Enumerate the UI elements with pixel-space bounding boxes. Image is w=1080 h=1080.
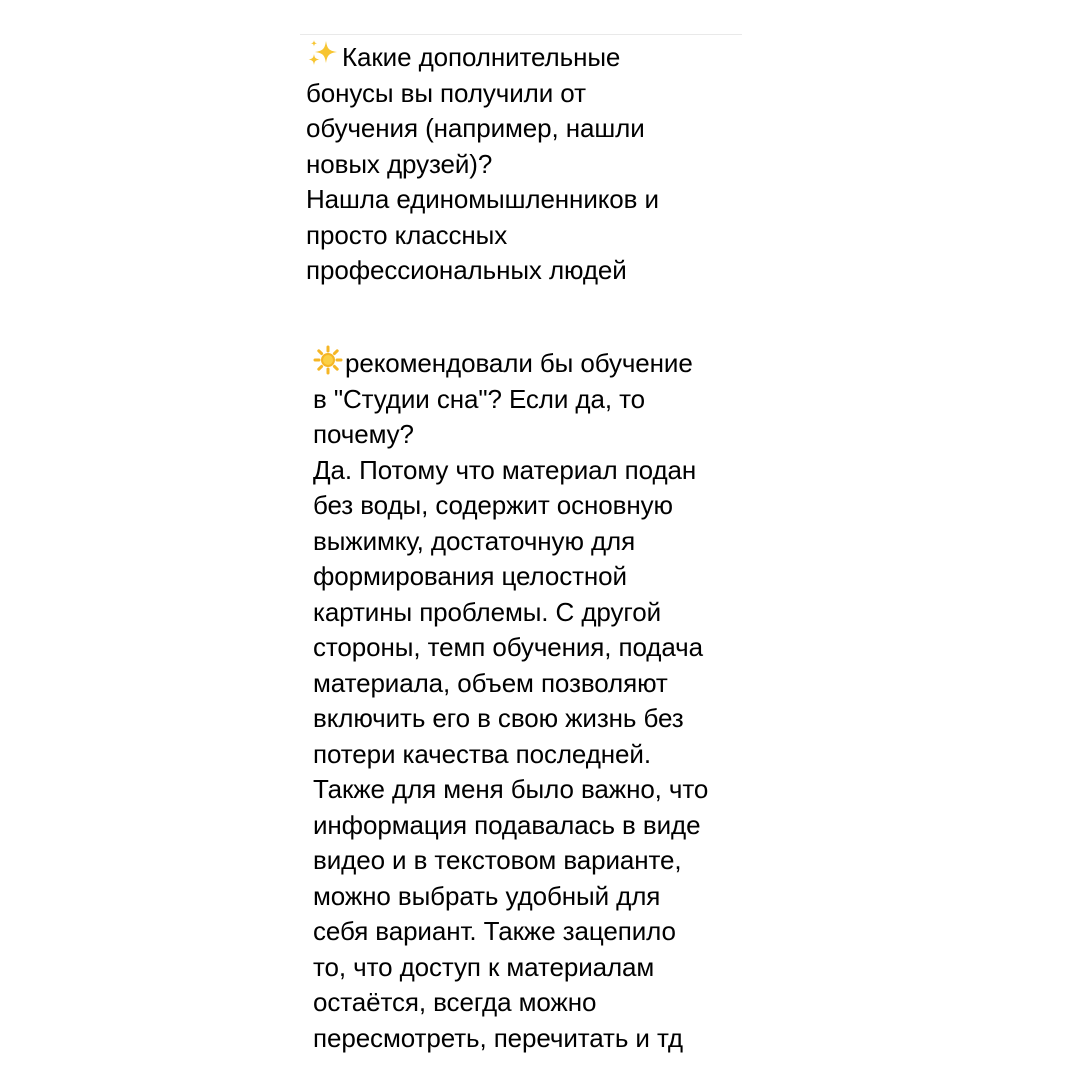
answer-1-line: просто классных — [306, 219, 508, 250]
question-2-line: в "Студии сна"? Если да, то — [313, 383, 645, 414]
answer-2-line: потери качества последней. — [313, 738, 651, 769]
answer-1-line: Нашла единомышленников и — [306, 184, 659, 214]
top-divider — [300, 34, 742, 35]
answer-2-line: без воды, содержит основную — [313, 490, 673, 520]
answer-2-line: материала, объем позволяют — [313, 667, 668, 698]
answer-2-line: стороны, темп обучения, подача — [313, 632, 703, 662]
sparkles-icon — [306, 39, 340, 69]
question-2-line: почему? — [313, 419, 414, 449]
answer-2-line: Также для меня было важно, что — [313, 774, 709, 804]
answer-2-line: остаётся, всегда можно — [313, 987, 597, 1017]
answer-2-line: можно выбрать удобный для — [313, 880, 661, 911]
question-1-line: обучения (например, нашли — [306, 113, 645, 143]
answer-2-line: включить его в свою жизнь без — [313, 703, 684, 733]
answer-2-line: себя вариант. Также зацепило — [313, 916, 676, 946]
answer-2-line: Да. Потому что материал подан — [313, 454, 697, 485]
question-block-recommend — [313, 345, 753, 1056]
sun-icon — [313, 345, 343, 375]
answer-2-line: выжимку, достаточную для — [313, 525, 636, 556]
question-2-line: рекомендовали бы обучение — [313, 345, 753, 382]
answer-2-line: формирования целостной — [313, 561, 627, 591]
answer-2-line: то, что доступ к материалам — [313, 951, 655, 982]
question-1-line: Какие дополнительные — [306, 39, 746, 76]
answer-2-line: картины проблемы. С другой — [313, 596, 661, 627]
answer-2-line: пересмотреть, перечитать и тд — [313, 1022, 683, 1053]
answer-1-line: профессиональных людей — [306, 255, 627, 285]
question-1-line: бонусы вы получили от — [306, 77, 586, 108]
question-1-line: новых друзей)? — [306, 148, 493, 179]
question-block-bonuses — [306, 39, 746, 289]
answer-2-line: информация подавалась в виде — [313, 809, 701, 840]
answer-2-line: видео и в текстовом варианте, — [313, 845, 682, 875]
